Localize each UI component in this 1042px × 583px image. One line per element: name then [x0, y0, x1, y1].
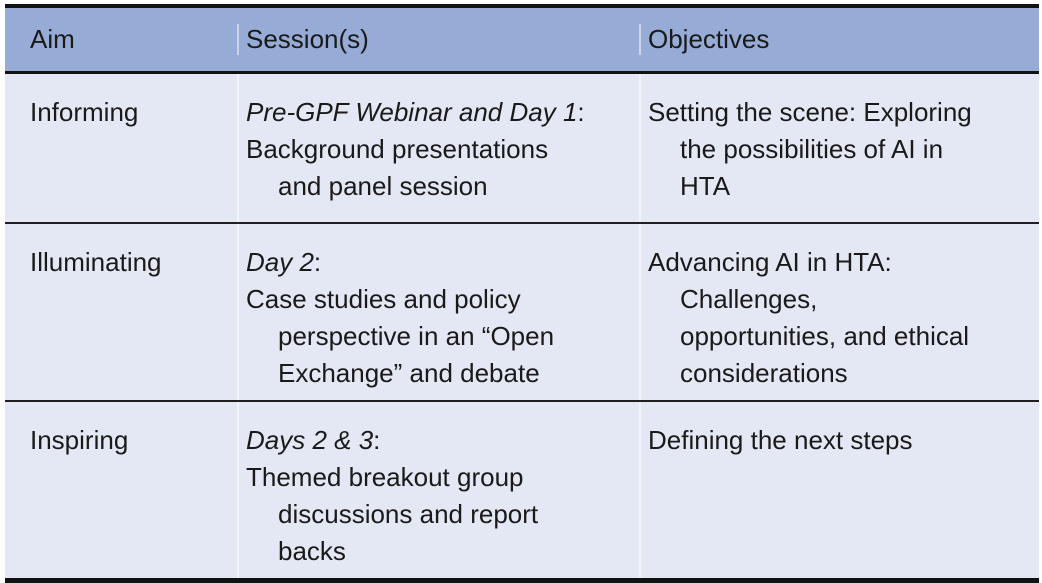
table-header-row: [5, 8, 1039, 74]
session-colon: :: [313, 247, 322, 277]
session-line: Exchange” and debate: [278, 358, 540, 388]
objective-line: opportunities, and ethical: [680, 321, 970, 351]
objective-cell: [639, 224, 1039, 400]
session-line: Case studies and policy: [246, 284, 521, 314]
objective-cell: [639, 74, 1039, 222]
session-title-line: [246, 244, 639, 281]
session-cell: [237, 74, 639, 222]
session-line: backs: [278, 536, 346, 566]
session-line: Themed breakout group: [246, 462, 524, 492]
objective-line: Challenges,: [680, 284, 818, 314]
session-title: Pre-GPF Webinar and Day 1: [246, 97, 578, 127]
aim-cell: [5, 74, 237, 222]
table-row: [5, 222, 1039, 400]
aim-cell: [5, 224, 237, 400]
session-line: discussions and report: [278, 499, 539, 529]
table-row: [5, 400, 1039, 578]
session-colon: :: [373, 425, 381, 455]
objective-cell: [639, 402, 1039, 578]
session-line: and panel session: [278, 171, 488, 201]
objective-line: the possibilities of AI in: [680, 134, 944, 164]
header-cell-objectives: Objectives: [639, 24, 1039, 55]
objective-line: HTA: [680, 171, 731, 201]
objective-line: Advancing AI in HTA:: [648, 247, 892, 277]
session-title-line: [246, 94, 639, 131]
table-row: [5, 74, 1039, 222]
session-line: perspective in an “Open: [278, 321, 555, 351]
aim-label: Informing: [30, 97, 139, 127]
session-colon: :: [577, 97, 585, 127]
session-cell: [237, 224, 639, 400]
header-cell-sessions: Session(s): [237, 24, 639, 55]
objective-line: considerations: [680, 358, 848, 388]
objective-line: Setting the scene: Exploring: [648, 97, 972, 127]
aim-label: Illuminating: [30, 247, 162, 277]
session-line: Background presentations: [246, 134, 549, 164]
aim-label: Inspiring: [30, 425, 129, 455]
session-title: Days 2 & 3: [246, 425, 374, 455]
session-title: Day 2: [246, 247, 314, 277]
header-cell-aim: Aim: [30, 24, 75, 54]
session-cell: [237, 402, 639, 578]
program-table: [5, 4, 1039, 583]
session-title-line: [246, 422, 639, 459]
objective-line: Defining the next steps: [648, 425, 913, 455]
aim-cell: [5, 402, 237, 578]
